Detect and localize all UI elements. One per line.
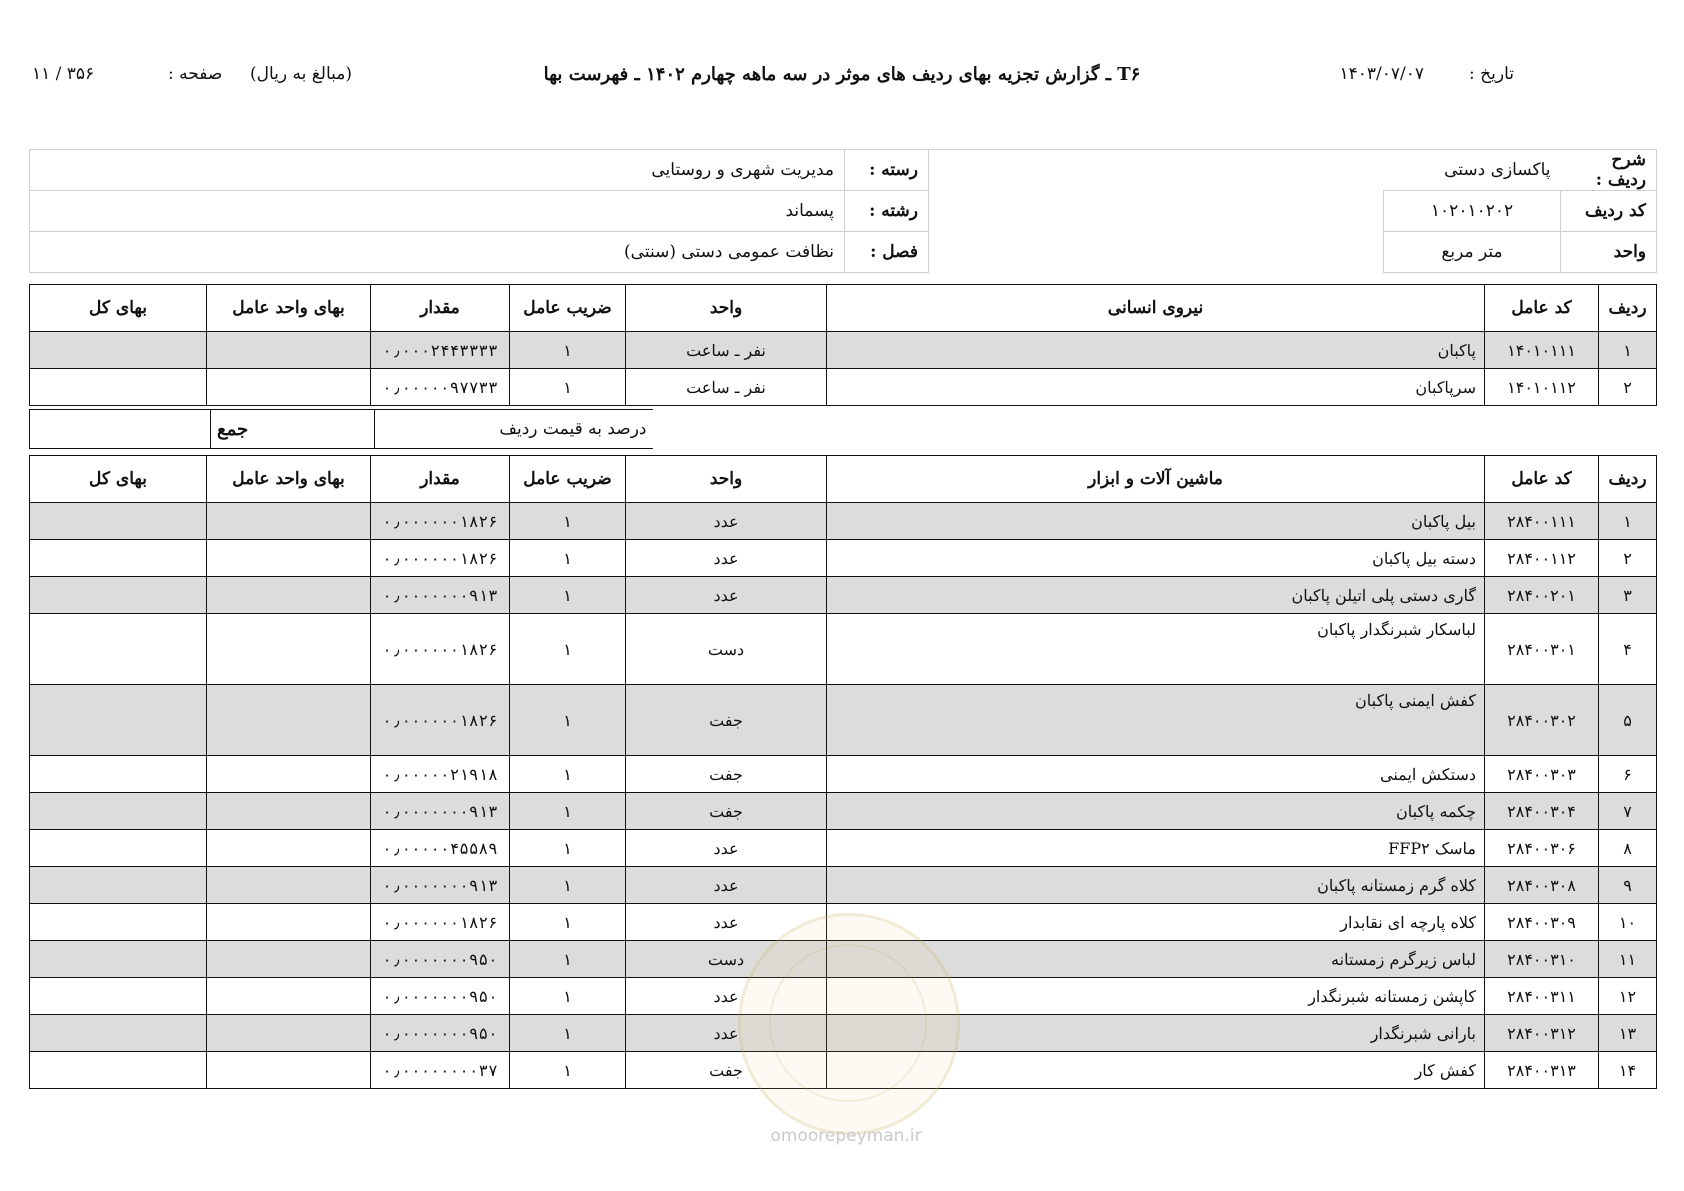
col-row: ردیف [1599, 285, 1657, 332]
factor-quantity: ۰٫۰۰۰۰۰۰۰۹۱۳ [371, 867, 510, 904]
watermark-seal-icon [738, 913, 960, 1135]
factor-code: ۲۸۴۰۰۳۰۲ [1485, 685, 1599, 756]
col-unit-price: بهای واحد عامل [207, 285, 371, 332]
factor-total-price [30, 503, 207, 540]
factor-quantity: ۰٫۰۰۰۰۰۰۰۹۱۳ [371, 577, 510, 614]
labor-summary [29, 409, 653, 449]
labor-table [29, 284, 1657, 406]
factor-unit: نفر ـ ساعت [626, 332, 827, 369]
factor-coefficient: ۱ [510, 941, 626, 978]
factor-quantity: ۰٫۰۰۰۰۰۰۰۹۱۳ [371, 793, 510, 830]
table-row [30, 540, 1657, 577]
field-value: پسماند [30, 191, 845, 232]
row-number: ۴ [1599, 614, 1657, 685]
factor-coefficient: ۱ [510, 503, 626, 540]
row-number: ۱۳ [1599, 1015, 1657, 1052]
factor-code: ۲۸۴۰۰۱۱۲ [1485, 540, 1599, 577]
factor-total-price [30, 941, 207, 978]
factor-coefficient: ۱ [510, 577, 626, 614]
row-number: ۶ [1599, 756, 1657, 793]
factor-coefficient: ۱ [510, 793, 626, 830]
factor-name: گاری دستی پلی اتیلن پاکبان [827, 577, 1485, 614]
chapter-value: نظافت عمومی دستی (سنتی) [30, 232, 845, 273]
date-label: تاریخ : [1469, 64, 1514, 84]
factor-unit: نفر ـ ساعت [626, 369, 827, 406]
factor-name: لباس زیرگرم زمستانه [827, 941, 1485, 978]
desc-label: شرح ردیف : [1561, 150, 1657, 191]
col-code: کد عامل [1485, 285, 1599, 332]
factor-quantity: ۰٫۰۰۰۰۰۰۱۸۲۶ [371, 503, 510, 540]
factor-unit-price [207, 1015, 371, 1052]
item-unit: متر مربع [1384, 232, 1561, 273]
item-description: پاکسازی دستی [929, 150, 1561, 191]
factor-unit-price [207, 332, 371, 369]
factor-quantity: ۰٫۰۰۰۰۰۰۰۰۳۷ [371, 1052, 510, 1089]
factor-coefficient: ۱ [510, 756, 626, 793]
factor-name: دستکش ایمنی [827, 756, 1485, 793]
col-qty: مقدار [371, 285, 510, 332]
row-number: ۱۴ [1599, 1052, 1657, 1089]
factor-name: کاپشن زمستانه شبرنگدار [827, 978, 1485, 1015]
factor-coefficient: ۱ [510, 1015, 626, 1052]
factor-unit-price [207, 577, 371, 614]
factor-unit-price [207, 756, 371, 793]
table-row [30, 369, 1657, 406]
factor-total-price [30, 685, 207, 756]
factor-unit: عدد [626, 540, 827, 577]
amount-note: (مبالغ به ریال) [250, 64, 353, 84]
factor-quantity: ۰٫۰۰۰۰۰۰۱۸۲۶ [371, 685, 510, 756]
col-code: کد عامل [1485, 456, 1599, 503]
factor-unit-price [207, 904, 371, 941]
row-number: ۸ [1599, 830, 1657, 867]
row-number: ۷ [1599, 793, 1657, 830]
factor-unit-price [207, 540, 371, 577]
factor-total-price [30, 978, 207, 1015]
factor-coefficient: ۱ [510, 867, 626, 904]
code-label: کد ردیف [1561, 191, 1657, 232]
category-value: مدیریت شهری و روستایی [30, 150, 845, 191]
factor-unit-price [207, 978, 371, 1015]
factor-coefficient: ۱ [510, 369, 626, 406]
factor-coefficient: ۱ [510, 332, 626, 369]
row-number: ۱ [1599, 503, 1657, 540]
factor-unit-price [207, 867, 371, 904]
factor-code: ۲۸۴۰۰۳۰۶ [1485, 830, 1599, 867]
report-date: ۱۴۰۳/۰۷/۰۷ [1339, 64, 1424, 84]
report-title: T۶ ـ گزارش تجزیه بهای ردیف های موثر در سه ماهه چهارم ۱۴۰۲ ـ فهرست بها [543, 64, 1141, 85]
factor-quantity: ۰٫۰۰۰۰۰۹۷۷۳۳ [371, 369, 510, 406]
factor-unit: دست [626, 614, 827, 685]
percent-label: درصد به قیمت ردیف [375, 410, 653, 449]
factor-code: ۲۸۴۰۰۳۰۱ [1485, 614, 1599, 685]
col-row: ردیف [1599, 456, 1657, 503]
factor-name: لباسکار شبرنگدار پاکبان [827, 614, 1485, 685]
factor-total-price [30, 577, 207, 614]
factor-coefficient: ۱ [510, 904, 626, 941]
field-label: رشته : [845, 191, 929, 232]
factor-name: ماسک FFP۲ [827, 830, 1485, 867]
factor-unit: عدد [626, 1015, 827, 1052]
col-total: بهای کل [30, 456, 207, 503]
factor-code: ۲۸۴۰۰۱۱۱ [1485, 503, 1599, 540]
factor-name: کفش کار [827, 1052, 1485, 1089]
col-labor-title: نیروی انسانی [827, 285, 1485, 332]
factor-name: دسته بیل پاکبان [827, 540, 1485, 577]
row-number: ۲ [1599, 540, 1657, 577]
factor-total-price [30, 756, 207, 793]
factor-unit: عدد [626, 867, 827, 904]
col-unit: واحد [626, 456, 827, 503]
factor-unit-price [207, 941, 371, 978]
factor-code: ۲۸۴۰۰۳۰۹ [1485, 904, 1599, 941]
factor-total-price [30, 1015, 207, 1052]
factor-name: کلاه پارچه ای نقابدار [827, 904, 1485, 941]
col-coef: ضریب عامل [510, 456, 626, 503]
factor-unit-price [207, 685, 371, 756]
factor-quantity: ۰٫۰۰۰۰۰۰۱۸۲۶ [371, 904, 510, 941]
factor-unit: جفت [626, 1052, 827, 1089]
factor-total-price [30, 793, 207, 830]
factor-coefficient: ۱ [510, 540, 626, 577]
table-row [30, 503, 1657, 540]
row-number: ۳ [1599, 577, 1657, 614]
factor-quantity: ۰٫۰۰۰۲۴۴۳۳۳۳ [371, 332, 510, 369]
factor-coefficient: ۱ [510, 1052, 626, 1089]
factor-quantity: ۰٫۰۰۰۰۰۴۵۵۸۹ [371, 830, 510, 867]
category-label: رسته : [845, 150, 929, 191]
factor-unit: عدد [626, 577, 827, 614]
factor-code: ۱۴۰۱۰۱۱۲ [1485, 369, 1599, 406]
factor-code: ۲۸۴۰۰۲۰۱ [1485, 577, 1599, 614]
col-total: بهای کل [30, 285, 207, 332]
factor-unit: عدد [626, 904, 827, 941]
factor-name: بیل پاکبان [827, 503, 1485, 540]
factor-name: کفش ایمنی پاکبان [827, 685, 1485, 756]
factor-total-price [30, 904, 207, 941]
factor-unit-price [207, 369, 371, 406]
factor-coefficient: ۱ [510, 614, 626, 685]
factor-quantity: ۰٫۰۰۰۰۰۰۱۸۲۶ [371, 540, 510, 577]
factor-unit-price [207, 614, 371, 685]
col-coef: ضریب عامل [510, 285, 626, 332]
unit-label: واحد [1561, 232, 1657, 273]
factor-total-price [30, 1052, 207, 1089]
factor-code: ۲۸۴۰۰۳۱۱ [1485, 978, 1599, 1015]
factor-total-price [30, 830, 207, 867]
table-row [30, 614, 1657, 685]
col-qty: مقدار [371, 456, 510, 503]
factor-total-price [30, 540, 207, 577]
table-row [30, 756, 1657, 793]
table-row [30, 685, 1657, 756]
table-row [30, 332, 1657, 369]
watermark-url: omoorepeyman.ir [770, 1126, 922, 1146]
factor-unit: جفت [626, 756, 827, 793]
factor-name: پاکبان [827, 332, 1485, 369]
factor-total-price [30, 867, 207, 904]
factor-total-price [30, 614, 207, 685]
factor-quantity: ۰٫۰۰۰۰۰۰۰۹۵۰ [371, 978, 510, 1015]
item-code: ۱۰۲۰۱۰۲۰۲ [1384, 191, 1561, 232]
row-number: ۱۰ [1599, 904, 1657, 941]
row-number: ۲ [1599, 369, 1657, 406]
factor-code: ۱۴۰۱۰۱۱۱ [1485, 332, 1599, 369]
factor-name: بارانی شبرنگدار [827, 1015, 1485, 1052]
factor-unit-price [207, 830, 371, 867]
row-number: ۹ [1599, 867, 1657, 904]
col-unit-price: بهای واحد عامل [207, 456, 371, 503]
factor-unit: عدد [626, 978, 827, 1015]
page-number: ۱۱ / ۳۵۶ [32, 64, 95, 84]
sum-label: جمع [211, 410, 375, 449]
factor-unit-price [207, 503, 371, 540]
factor-code: ۲۸۴۰۰۳۰۸ [1485, 867, 1599, 904]
col-machinery-title: ماشین آلات و ابزار [827, 456, 1485, 503]
labor-total-cell [30, 410, 211, 449]
table-row [30, 867, 1657, 904]
factor-coefficient: ۱ [510, 830, 626, 867]
factor-unit: دست [626, 941, 827, 978]
row-number: ۱ [1599, 332, 1657, 369]
factor-total-price [30, 332, 207, 369]
page-label: صفحه : [168, 64, 223, 84]
chapter-label: فصل : [845, 232, 929, 273]
factor-code: ۲۸۴۰۰۳۱۲ [1485, 1015, 1599, 1052]
factor-coefficient: ۱ [510, 978, 626, 1015]
factor-quantity: ۰٫۰۰۰۰۰۰۰۹۵۰ [371, 941, 510, 978]
factor-quantity: ۰٫۰۰۰۰۰۲۱۹۱۸ [371, 756, 510, 793]
factor-name: سرپاکبان [827, 369, 1485, 406]
factor-name: کلاه گرم زمستانه پاکبان [827, 867, 1485, 904]
col-unit: واحد [626, 285, 827, 332]
table-row [30, 830, 1657, 867]
factor-unit: جفت [626, 685, 827, 756]
table-row [30, 793, 1657, 830]
item-info-table [29, 149, 1657, 273]
factor-unit-price [207, 793, 371, 830]
factor-code: ۲۸۴۰۰۳۰۳ [1485, 756, 1599, 793]
factor-total-price [30, 369, 207, 406]
factor-unit: عدد [626, 830, 827, 867]
row-number: ۵ [1599, 685, 1657, 756]
factor-code: ۲۸۴۰۰۳۱۰ [1485, 941, 1599, 978]
table-row [30, 577, 1657, 614]
factor-unit: جفت [626, 793, 827, 830]
factor-quantity: ۰٫۰۰۰۰۰۰۱۸۲۶ [371, 614, 510, 685]
factor-quantity: ۰٫۰۰۰۰۰۰۰۹۵۰ [371, 1015, 510, 1052]
factor-name: چکمه پاکبان [827, 793, 1485, 830]
row-number: ۱۱ [1599, 941, 1657, 978]
factor-coefficient: ۱ [510, 685, 626, 756]
factor-unit-price [207, 1052, 371, 1089]
factor-unit: عدد [626, 503, 827, 540]
factor-code: ۲۸۴۰۰۳۱۳ [1485, 1052, 1599, 1089]
factor-code: ۲۸۴۰۰۳۰۴ [1485, 793, 1599, 830]
row-number: ۱۲ [1599, 978, 1657, 1015]
